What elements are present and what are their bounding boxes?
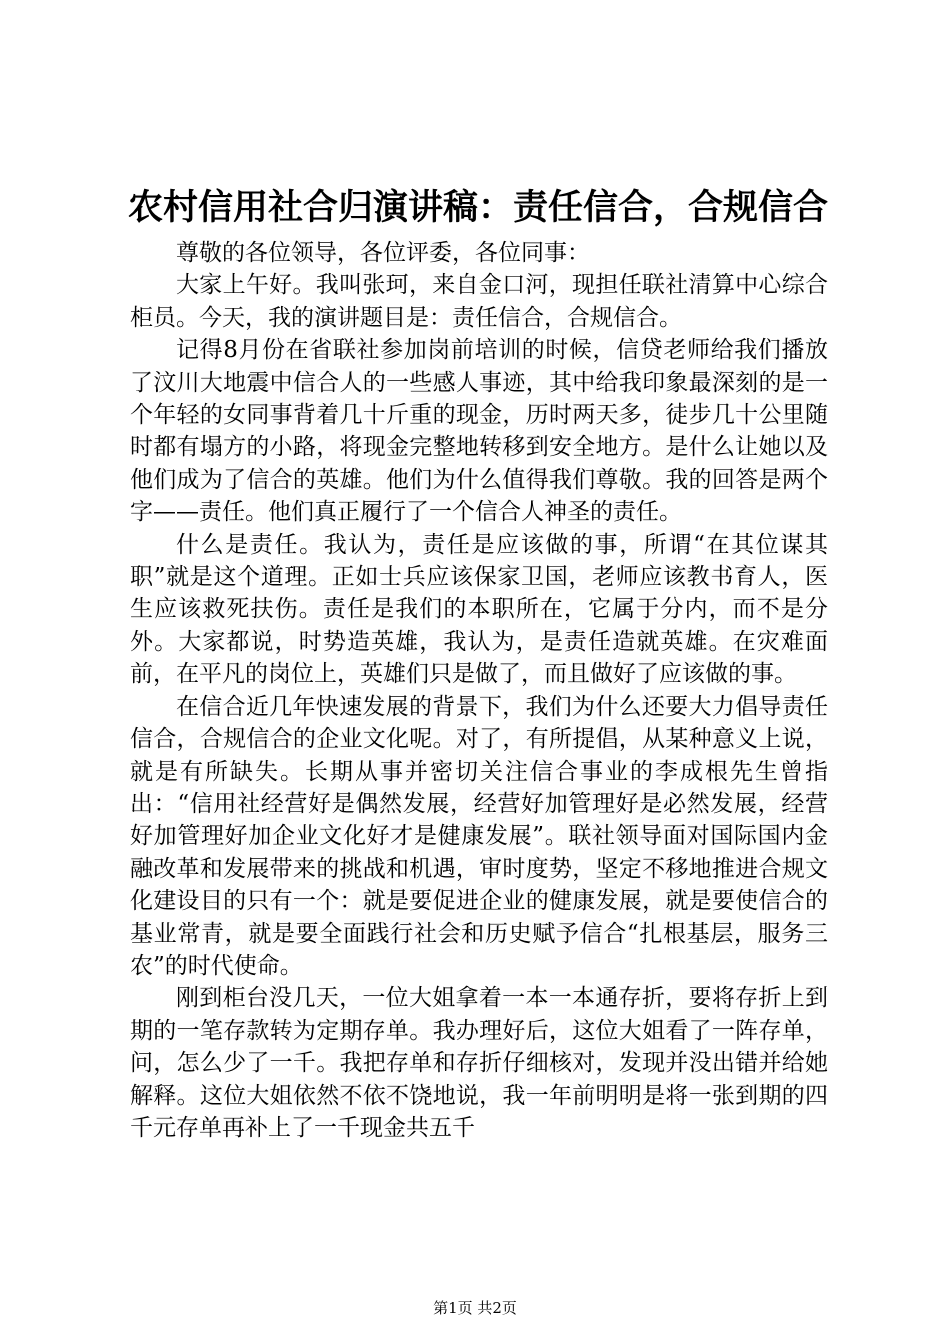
paragraph-what-is-responsibility: 什么是责任。我认为，责任是应该做的事，所谓“在其位谋其职”就是这个道理。正如士兵应该保家卫国，老师应该教书育人，医生应该救死扶伤。责任是我们的本职所在，它属于分内，而不是分外。大家都说，时势造英雄，我认为，是责任造就英雄。在灾难面前，在平凡的岗位上，英雄们只是做了，而且做好了应该做的事。 xyxy=(130,531,828,688)
paragraph-greeting: 尊敬的各位领导，各位评委，各位同事： xyxy=(176,240,590,266)
document-body xyxy=(130,237,828,1144)
paragraph-introduction: 大家上午好。我叫张珂，来自金口河，现担任联社清算中心综合柜员。今天，我的演讲题目是：责任信合，合规信合。 xyxy=(130,272,828,331)
paragraph-counter-story: 刚到柜台没几天，一位大姐拿着一本一本通存折，要将存折上到期的一笔存款转为定期存单。我办理好后，这位大姐看了一阵存单，问，怎么少了一千。我把存单和存折仔细核对，发现并没出错并给她解释。这位大姐依然不依不饶地说，我一年前明明是将一张到期的四千元存单再补上了一千现金共五千 xyxy=(130,985,828,1141)
paragraph-compliance-culture: 在信合近几年快速发展的背景下，我们为什么还要大力倡导责任信合，合规信合的企业文化呢。对了，有所提倡，从某种意义上说，就是有所缺失。长期从事并密切关注信合事业的李成根先生曾指出：“信用社经营好是偶然发展，经营好加管理好是必然发展，经营好加管理好加企业文化好才是健康发展”。联社领导面对国际国内金融改革和发展带来的挑战和机遇，审时度势，坚定不移地推进合规文化建设目的只有一个：就是要促进企业的健康发展，就是要使信合的基业常青，就是要全面践行社会和历史赋予信合“扎根基层，服务三农”的时代使命。 xyxy=(130,693,828,979)
paragraph-training-story: 记得8月份在省联社参加岗前培训的时候，信贷老师给我们播放了汶川大地震中信合人的一些感人事迹，其中给我印象最深刻的是一个年轻的女同事背着几十斤重的现金，历时两天多，徒步几十公里随时都有塌方的小路，将现金完整地转移到安全地方。是什么让她以及他们成为了信合的英雄。他们为什么值得我们尊敬。我的回答是两个字——责任。他们真正履行了一个信合人神圣的责任。 xyxy=(130,337,828,526)
page-footer: 第1页 共2页 xyxy=(433,1299,517,1317)
document-title: 农村信用社合归演讲稿：责任信合，合规信合 xyxy=(128,188,829,228)
